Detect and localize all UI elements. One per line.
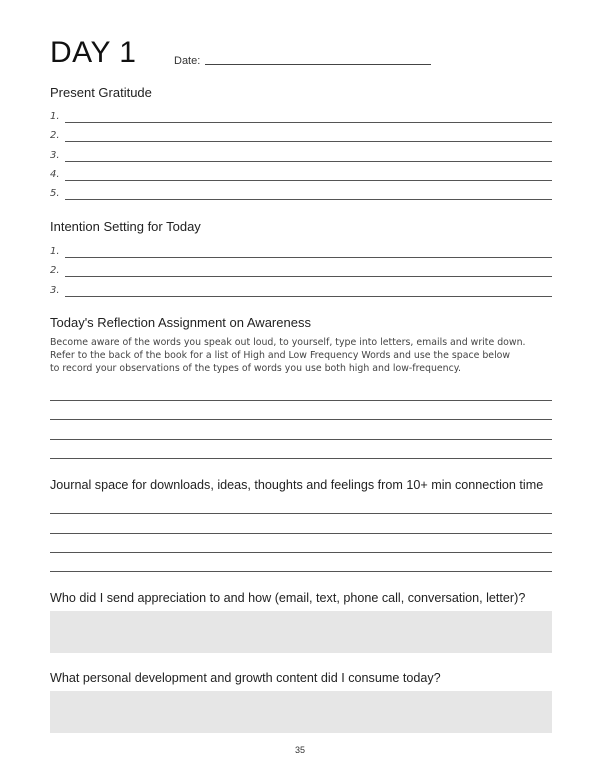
journal-heading: Journal space for downloads, ideas, thoughts and feelings from 10+ min connection time: [50, 478, 544, 492]
journal-line-3[interactable]: [50, 552, 552, 553]
intention-line-1[interactable]: [65, 257, 552, 258]
reflection-writing-line-1[interactable]: [50, 400, 552, 401]
gratitude-number-1: 1.: [50, 111, 60, 122]
reflection-heading: Today's Reflection Assignment on Awareness: [50, 315, 311, 330]
gratitude-line-3[interactable]: [65, 161, 552, 162]
intention-number-3: 3.: [50, 285, 60, 296]
date-field[interactable]: [205, 64, 431, 65]
gratitude-line-4[interactable]: [65, 180, 552, 181]
gratitude-number-4: 4.: [50, 169, 60, 180]
gratitude-number-3: 3.: [50, 150, 60, 161]
reflection-line-1: Become aware of the words you speak out loud, to yourself, type into letters, emails and write down.: [50, 337, 526, 348]
reflection-line-3: to record your observations of the types of words you use both high and low-frequency.: [50, 363, 461, 375]
intention-heading: Intention Setting for Today: [50, 219, 201, 234]
appreciation-answer-box[interactable]: [50, 611, 552, 653]
gratitude-line-1[interactable]: [65, 122, 552, 123]
reflection-writing-line-3[interactable]: [50, 439, 552, 440]
reflection-writing-line-2[interactable]: [50, 419, 552, 420]
gratitude-line-5[interactable]: [65, 199, 552, 200]
gratitude-heading: Present Gratitude: [50, 85, 152, 100]
gratitude-line-2[interactable]: [65, 141, 552, 142]
journal-line-1[interactable]: [50, 513, 552, 514]
reflection-instructions: [50, 336, 555, 376]
intention-line-3[interactable]: [65, 296, 552, 297]
gratitude-number-2: 2.: [50, 130, 60, 141]
intention-number-2: 2.: [50, 265, 60, 276]
reflection-writing-line-4[interactable]: [50, 458, 552, 459]
journal-line-4[interactable]: [50, 571, 552, 572]
growth-heading: What personal development and growth content did I consume today?: [50, 671, 441, 685]
growth-answer-box[interactable]: [50, 691, 552, 733]
page-number: 35: [294, 745, 305, 755]
gratitude-number-5: 5.: [50, 188, 60, 199]
intention-number-1: 1.: [50, 246, 60, 257]
date-label: Date:: [174, 55, 201, 67]
appreciation-heading: Who did I send appreciation to and how (email, text, phone call, conversation, letter)?: [50, 591, 526, 605]
journal-line-2[interactable]: [50, 533, 552, 534]
reflection-line-2: Refer to the back of the book for a list of High and Low Frequency Words and use the space below: [50, 350, 511, 362]
page-title: DAY 1: [50, 36, 137, 69]
intention-line-2[interactable]: [65, 276, 552, 277]
